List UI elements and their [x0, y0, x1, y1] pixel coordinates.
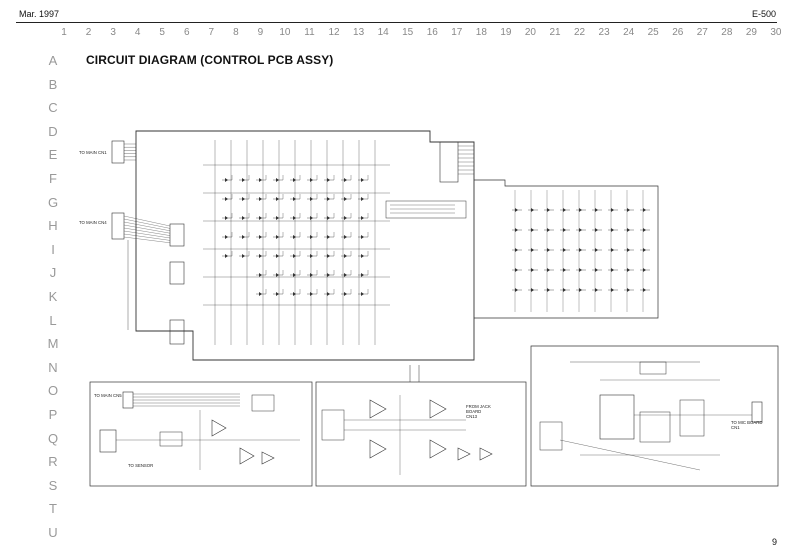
diode-symbol: [361, 235, 364, 239]
diode-symbol: [531, 288, 534, 292]
connector-cn1: [112, 141, 124, 163]
grid-row-letter: F: [49, 171, 57, 186]
panel-jack-circuit: [316, 382, 526, 486]
diode-symbol: [579, 248, 582, 252]
grid-column-number: 11: [304, 27, 315, 38]
connector-label-to-mic-board: TO MIC BOARD CN1: [731, 420, 763, 430]
notes-box: [386, 201, 466, 218]
connector-label-from-jack-board: FROM JACK BOARD CN13: [466, 404, 491, 419]
op-amp-symbol: [458, 448, 470, 460]
signal-trace: [124, 222, 170, 231]
diode-symbol: [595, 228, 598, 232]
diode-symbol: [242, 235, 245, 239]
diode-symbol: [242, 197, 245, 201]
diode-symbol: [259, 216, 262, 220]
ic-chip: [322, 410, 344, 440]
op-amp-symbol: [430, 400, 446, 418]
diode-symbol: [344, 178, 347, 182]
diode-symbol: [643, 228, 646, 232]
diode-symbol: [293, 254, 296, 258]
grid-column-number: 26: [672, 27, 684, 38]
diode-symbol: [327, 235, 330, 239]
diode-symbol: [276, 235, 279, 239]
diode-symbol: [627, 288, 630, 292]
grid-row-letter: E: [48, 147, 58, 163]
diode-symbol: [547, 288, 550, 292]
op-amp-symbol: [262, 452, 274, 464]
diode-symbol: [310, 254, 313, 258]
grid-column-number: 16: [426, 27, 438, 38]
sensor-component: [100, 430, 116, 452]
connector-label-to-main-cn5: TO MAIN CN5: [94, 393, 122, 398]
header-model: E-500: [751, 9, 776, 19]
diode-symbol: [547, 248, 550, 252]
diode-symbol: [579, 208, 582, 212]
connector-label-to-sensor: TO SENSOR: [128, 463, 154, 468]
grid-column-number: 12: [328, 27, 340, 38]
diode-symbol: [611, 208, 614, 212]
diode-symbol: [259, 235, 262, 239]
diode-symbol: [310, 216, 313, 220]
page-number: 9: [771, 537, 777, 547]
grid-row-letter: K: [48, 289, 58, 304]
diode-symbol: [531, 268, 534, 272]
diode-symbol: [547, 268, 550, 272]
diode-symbol: [225, 197, 228, 201]
diode-symbol: [531, 208, 534, 212]
diode-symbol: [627, 268, 630, 272]
grid-column-number: 15: [402, 27, 414, 38]
diode-symbol: [563, 248, 566, 252]
ic-chip: [600, 395, 634, 439]
page-title: CIRCUIT DIAGRAM (CONTROL PCB ASSY): [86, 53, 334, 67]
diode-symbol: [327, 273, 330, 277]
grid-column-number: 30: [770, 27, 782, 38]
op-amp-symbol: [370, 440, 386, 458]
ic-chip: [170, 224, 184, 246]
grid-column-number: 13: [353, 27, 365, 38]
grid-column-number: 8: [233, 27, 239, 38]
grid-column-number: 2: [85, 27, 92, 38]
diode-symbol: [327, 254, 330, 258]
diode-symbol: [563, 208, 566, 212]
diode-symbol: [327, 197, 330, 201]
grid-column-number: 25: [647, 27, 659, 38]
grid-column-number: 4: [134, 27, 141, 38]
grid-row-letter: R: [48, 454, 58, 470]
diode-symbol: [611, 248, 614, 252]
grid-row-letter: H: [48, 218, 58, 234]
ic-chip: [540, 422, 562, 450]
diode-symbol: [627, 208, 630, 212]
grid-column-number: 3: [110, 27, 116, 38]
ic-chip: [160, 432, 182, 446]
diode-symbol: [344, 273, 347, 277]
op-amp-symbol: [370, 400, 386, 418]
diode-symbol: [310, 235, 313, 239]
diode-symbol: [344, 197, 347, 201]
grid-row-letter: D: [48, 123, 58, 139]
grid-row-letter: S: [48, 477, 58, 493]
grid-row-letter: P: [48, 407, 58, 422]
diode-symbol: [595, 248, 598, 252]
connector-cn4: [112, 213, 124, 239]
diode-symbol: [611, 288, 614, 292]
grid-column-number: 20: [524, 27, 536, 38]
op-amp-symbol: [212, 420, 226, 436]
diode-symbol: [259, 178, 262, 182]
grid-row-letter: M: [47, 336, 59, 352]
grid-column-number: 6: [183, 27, 190, 38]
diode-symbol: [361, 178, 364, 182]
ic-chip: [170, 320, 184, 344]
diode-symbol: [225, 216, 228, 220]
diode-symbol: [361, 273, 364, 277]
grid-row-letter: J: [49, 265, 57, 281]
diode-symbol: [595, 268, 598, 272]
diode-symbol: [563, 228, 566, 232]
grid-column-number: 22: [573, 27, 586, 38]
connector-mic: [752, 402, 762, 422]
diode-symbol: [344, 254, 347, 258]
diode-symbol: [259, 197, 262, 201]
grid-column-number: 29: [745, 27, 757, 38]
signal-trace: [124, 219, 170, 228]
grid-column-number: 14: [377, 27, 389, 38]
ic-chip: [252, 395, 274, 411]
diode-symbol: [563, 268, 566, 272]
diode-symbol: [327, 292, 330, 296]
grid-row-letter: U: [48, 525, 58, 540]
diode-symbol: [276, 273, 279, 277]
grid-column-number: 18: [475, 27, 487, 38]
diode-symbol: [293, 197, 296, 201]
diode-symbol: [259, 254, 262, 258]
diode-symbol: [344, 292, 347, 296]
diode-symbol: [344, 235, 347, 239]
header-date: Mar. 1997: [19, 9, 60, 19]
grid-row-letter: A: [48, 53, 58, 68]
diode-symbol: [579, 288, 582, 292]
diode-symbol: [225, 178, 228, 182]
diode-symbol: [515, 228, 518, 232]
diode-symbol: [515, 208, 518, 212]
op-amp-symbol: [480, 448, 492, 460]
diode-symbol: [515, 268, 518, 272]
diode-symbol: [293, 178, 296, 182]
diode-symbol: [361, 197, 364, 201]
diode-symbol: [531, 248, 534, 252]
diode-symbol: [595, 288, 598, 292]
grid-row-letter: T: [49, 501, 57, 517]
diode-symbol: [643, 248, 646, 252]
signal-trace: [124, 237, 170, 243]
diode-symbol: [225, 254, 228, 258]
diode-symbol: [242, 216, 245, 220]
panel-mic-circuit: [531, 346, 778, 486]
grid-column-number: 7: [208, 27, 215, 38]
diode-symbol: [259, 273, 262, 277]
grid-column-number: 19: [500, 27, 512, 38]
diode-symbol: [276, 178, 279, 182]
diode-symbol: [344, 216, 347, 220]
grid-column-number: 24: [623, 27, 635, 38]
diode-symbol: [293, 292, 296, 296]
diode-symbol: [579, 268, 582, 272]
grid-column-number: 9: [257, 27, 264, 38]
diode-symbol: [327, 216, 330, 220]
diode-symbol: [225, 235, 228, 239]
grid-row-letter: I: [51, 241, 55, 257]
grid-row-letter: Q: [47, 430, 59, 446]
main-board-outline: [136, 131, 474, 360]
diode-symbol: [361, 216, 364, 220]
grid-column-number: 10: [279, 27, 291, 38]
op-amp-symbol: [240, 448, 254, 464]
diode-symbol: [563, 288, 566, 292]
diode-symbol: [627, 248, 630, 252]
op-amp-symbol: [430, 440, 446, 458]
diode-symbol: [595, 208, 598, 212]
ic-chip: [170, 262, 184, 284]
diode-symbol: [547, 208, 550, 212]
diode-symbol: [293, 235, 296, 239]
grid-column-number: 23: [598, 27, 610, 38]
grid-column-number: 21: [549, 27, 561, 38]
diode-symbol: [515, 248, 518, 252]
diode-symbol: [276, 197, 279, 201]
connector-top: [440, 142, 458, 182]
diode-symbol: [547, 228, 550, 232]
diode-symbol: [531, 228, 534, 232]
sub-board-outline: [474, 180, 658, 318]
diode-symbol: [361, 254, 364, 258]
grid-row-letter: G: [47, 194, 59, 210]
diode-symbol: [293, 273, 296, 277]
diode-symbol: [643, 288, 646, 292]
grid-row-letter: O: [47, 383, 59, 399]
diode-symbol: [643, 208, 646, 212]
diode-symbol: [611, 268, 614, 272]
diode-symbol: [242, 178, 245, 182]
diode-symbol: [327, 178, 330, 182]
regulator: [640, 362, 666, 374]
connector-label-to-main-cn4: TO MAIN CN4: [79, 220, 107, 225]
ic-chip: [680, 400, 704, 436]
grid-row-letter: B: [48, 76, 58, 92]
diode-symbol: [242, 254, 245, 258]
diode-symbol: [579, 228, 582, 232]
diode-symbol: [276, 216, 279, 220]
diode-symbol: [361, 292, 364, 296]
grid-column-number: 27: [696, 27, 708, 38]
diode-symbol: [259, 292, 262, 296]
grid-row-letter: C: [48, 100, 58, 116]
signal-trace: [124, 234, 170, 240]
connector-cn5: [123, 392, 133, 408]
grid-column-number: 17: [451, 27, 463, 38]
diode-symbol: [310, 273, 313, 277]
diode-symbol: [310, 292, 313, 296]
diode-symbol: [293, 216, 296, 220]
diode-symbol: [515, 288, 518, 292]
diode-symbol: [276, 292, 279, 296]
grid-row-letter: N: [48, 359, 58, 375]
connector-label-to-main-cn1: TO MAIN CN1: [79, 150, 107, 155]
diode-symbol: [643, 268, 646, 272]
diode-symbol: [310, 178, 313, 182]
grid-column-number: 28: [721, 27, 733, 38]
grid-column-number: 1: [61, 27, 67, 38]
diode-symbol: [627, 228, 630, 232]
ic-chip: [640, 412, 670, 442]
grid-column-number: 5: [159, 27, 165, 38]
panel-sensor-circuit: [90, 382, 312, 486]
grid-row-letter: L: [49, 312, 57, 328]
signal-trace: [124, 216, 170, 226]
diode-symbol: [276, 254, 279, 258]
diode-symbol: [611, 228, 614, 232]
diode-symbol: [310, 197, 313, 201]
